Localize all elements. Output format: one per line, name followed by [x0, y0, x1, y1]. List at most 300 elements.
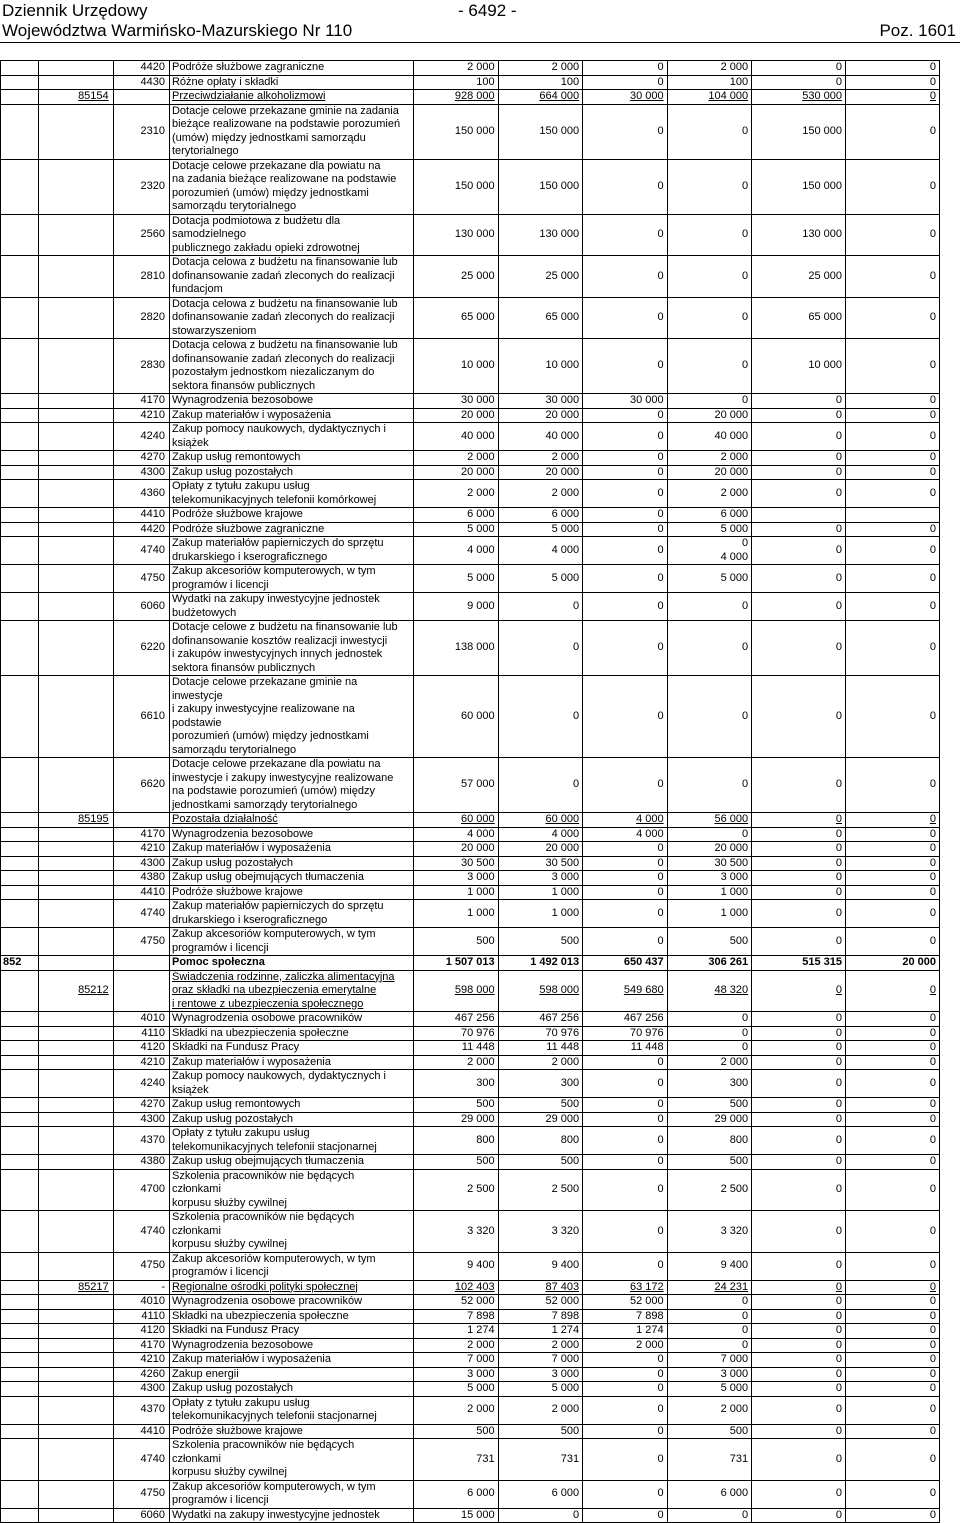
- amount-cell: 0: [667, 1338, 752, 1353]
- dzial-cell: [1, 1396, 39, 1424]
- amount-cell: 0: [667, 827, 752, 842]
- name-cell: Wydatki na zakupy inwestycyjne jednostek: [169, 1508, 413, 1523]
- amount-cell: 0: [667, 394, 752, 409]
- paragraf-cell: 2320: [113, 159, 169, 214]
- amount-cell: 4 000: [414, 827, 499, 842]
- paragraf-cell: 4750: [113, 928, 169, 956]
- amount-cell: 0: [752, 537, 846, 565]
- amount-cell: 2 000: [498, 1338, 583, 1353]
- journal-region: Województwa Warmińsko-Mazurskiego Nr 110: [2, 21, 353, 40]
- name-cell: Zakup usług pozostałych: [169, 1382, 413, 1397]
- amount-cell: 3 000: [414, 871, 499, 886]
- amount-cell: 0: [752, 565, 846, 593]
- amount-cell: 0: [583, 1367, 668, 1382]
- rozdzial-cell: [38, 1439, 113, 1481]
- dzial-cell: [1, 256, 39, 298]
- table-row: [1, 621, 940, 676]
- amount-cell: 1 000: [667, 885, 752, 900]
- name-cell: Składki na ubezpieczenia społeczne: [169, 1309, 413, 1324]
- paragraf-cell: 4170: [113, 394, 169, 409]
- paragraf-cell: 4300: [113, 465, 169, 480]
- dzial-cell: [1, 159, 39, 214]
- amount-cell: 0: [498, 621, 583, 676]
- amount-cell: 0: [752, 1112, 846, 1127]
- amount-cell: 2 000: [414, 451, 499, 466]
- table-row: [1, 928, 940, 956]
- rozdzial-cell: [38, 508, 113, 523]
- dzial-cell: [1, 1012, 39, 1027]
- name-cell: Składki na ubezpieczenia społeczne: [169, 1026, 413, 1041]
- table-row: [1, 297, 940, 339]
- amount-cell: 40 000: [667, 423, 752, 451]
- amount-cell: 500: [498, 1098, 583, 1113]
- dzial-cell: [1, 1295, 39, 1310]
- amount-cell: [752, 508, 846, 523]
- table-row: [1, 1295, 940, 1310]
- budget-table-body: [1, 61, 940, 1523]
- name-cell: Dotacje celowe z budżetu na finansowanie lub dofinansowanie kosztów realizacji inwestycji i zakupów inwestycyjnych innych jednostek sektora finansów publicznych: [169, 621, 413, 676]
- amount-cell: 9 400: [414, 1252, 499, 1280]
- rozdzial-cell: [38, 1309, 113, 1324]
- rozdzial-cell: [38, 214, 113, 256]
- paragraf-cell: 6060: [113, 1508, 169, 1523]
- amount-cell: 150 000: [498, 104, 583, 159]
- dzial-cell: [1, 465, 39, 480]
- amount-cell: 0: [498, 1508, 583, 1523]
- name-cell: Zakup usług pozostałych: [169, 856, 413, 871]
- table-row: [1, 842, 940, 857]
- amount-cell: 0: [583, 621, 668, 676]
- paragraf-cell: 4240: [113, 423, 169, 451]
- rozdzial-cell: [38, 842, 113, 857]
- amount-cell: 6 000: [498, 508, 583, 523]
- name-cell: Zakup energii: [169, 1367, 413, 1382]
- name-cell: Podróże służbowe krajowe: [169, 508, 413, 523]
- amount-cell: 6 000: [498, 1480, 583, 1508]
- dzial-cell: [1, 1070, 39, 1098]
- amount-cell: 731: [498, 1439, 583, 1481]
- name-cell: Składki na Fundusz Pracy: [169, 1324, 413, 1339]
- amount-cell: 3 000: [498, 871, 583, 886]
- amount-cell: 2 000: [414, 480, 499, 508]
- amount-cell: 2 000: [667, 1396, 752, 1424]
- name-cell: Zakup usług pozostałych: [169, 1112, 413, 1127]
- name-cell: Zakup materiałów i wyposażenia: [169, 1353, 413, 1368]
- amount-cell: 0: [846, 537, 940, 565]
- page-number: - 6492 -: [458, 1, 517, 20]
- amount-cell: 0: [583, 480, 668, 508]
- dzial-cell: [1, 1055, 39, 1070]
- dzial-cell: [1, 1280, 39, 1295]
- amount-cell: 0: [846, 1098, 940, 1113]
- name-cell: Wynagrodzenia bezosobowe: [169, 394, 413, 409]
- name-cell: Zakup materiałów papierniczych do sprzętu drukarskiego i kserograficznego: [169, 537, 413, 565]
- rozdzial-cell: 85212: [38, 970, 113, 1012]
- amount-cell: 0: [846, 1252, 940, 1280]
- amount-cell: 7 000: [414, 1353, 499, 1368]
- amount-cell: 0: [583, 1424, 668, 1439]
- amount-cell: 0: [752, 1041, 846, 1056]
- amount-cell: 0: [667, 256, 752, 298]
- amount-cell: 0: [752, 970, 846, 1012]
- amount-cell: 0: [667, 1295, 752, 1310]
- amount-cell: 0: [846, 1041, 940, 1056]
- paragraf-cell: 4110: [113, 1026, 169, 1041]
- amount-cell: 0: [752, 1127, 846, 1155]
- dzial-cell: [1, 565, 39, 593]
- amount-cell: 0: [752, 1169, 846, 1211]
- amount-cell: 20 000: [414, 408, 499, 423]
- amount-cell: 0: [583, 451, 668, 466]
- dzial-cell: [1, 1508, 39, 1523]
- name-cell: Szkolenia pracowników nie będących członkami korpusu służby cywilnej: [169, 1211, 413, 1253]
- amount-cell: 0: [752, 1396, 846, 1424]
- dzial-cell: [1, 1367, 39, 1382]
- table-row: [1, 827, 940, 842]
- table-row: [1, 1424, 940, 1439]
- amount-cell: 4 000: [498, 827, 583, 842]
- amount-cell: 20 000: [667, 842, 752, 857]
- amount-cell: 5 000: [667, 1382, 752, 1397]
- amount-cell: 500: [414, 928, 499, 956]
- amount-cell: 3 320: [414, 1211, 499, 1253]
- amount-cell: 0: [752, 1508, 846, 1523]
- amount-cell: 5 000: [414, 1382, 499, 1397]
- amount-cell: 0: [846, 90, 940, 105]
- paragraf-cell: 4380: [113, 871, 169, 886]
- table-row: [1, 480, 940, 508]
- amount-cell: 0: [583, 1112, 668, 1127]
- paragraf-cell: [113, 813, 169, 828]
- table-row: [1, 1353, 940, 1368]
- position-number: Poz. 1601: [879, 21, 956, 40]
- table-row: [1, 1252, 940, 1280]
- dzial-cell: [1, 1169, 39, 1211]
- amount-cell: 500: [667, 1155, 752, 1170]
- amount-cell: 10 000: [498, 339, 583, 394]
- amount-cell: 0: [498, 676, 583, 758]
- dzial-cell: [1, 593, 39, 621]
- amount-cell: 20 000: [414, 465, 499, 480]
- amount-cell: 0: [583, 159, 668, 214]
- amount-cell: 300: [667, 1070, 752, 1098]
- dzial-cell: [1, 1338, 39, 1353]
- amount-cell: 7 898: [583, 1309, 668, 1324]
- amount-cell: 0: [583, 1055, 668, 1070]
- name-cell: Opłaty z tytułu zakupu usług telekomunikacyjnych telefonii stacjonarnej: [169, 1396, 413, 1424]
- paragraf-cell: 4370: [113, 1127, 169, 1155]
- dzial-cell: [1, 827, 39, 842]
- amount-cell: 1 000: [667, 900, 752, 928]
- amount-cell: 4 000: [414, 537, 499, 565]
- paragraf-cell: 6610: [113, 676, 169, 758]
- dzial-cell: [1, 75, 39, 90]
- dzial-cell: [1, 104, 39, 159]
- amount-cell: 0: [752, 621, 846, 676]
- rozdzial-cell: [38, 1055, 113, 1070]
- amount-cell: 0: [752, 1070, 846, 1098]
- rozdzial-cell: [38, 465, 113, 480]
- table-row: [1, 1508, 940, 1523]
- rozdzial-cell: [38, 451, 113, 466]
- dzial-cell: [1, 928, 39, 956]
- amount-cell: 0: [846, 1382, 940, 1397]
- amount-cell: 0: [846, 451, 940, 466]
- paragraf-cell: 4750: [113, 565, 169, 593]
- dzial-cell: [1, 214, 39, 256]
- amount-cell: 0: [752, 1026, 846, 1041]
- rozdzial-cell: [38, 1026, 113, 1041]
- amount-cell: 0: [583, 61, 668, 76]
- amount-cell: 52 000: [583, 1295, 668, 1310]
- amount-cell: 24 231: [667, 1280, 752, 1295]
- rozdzial-cell: [38, 621, 113, 676]
- amount-cell: 0: [846, 758, 940, 813]
- amount-cell: 25 000: [414, 256, 499, 298]
- rozdzial-cell: [38, 1098, 113, 1113]
- amount-cell: 150 000: [414, 159, 499, 214]
- table-row: [1, 61, 940, 76]
- name-cell: Wydatki na zakupy inwestycyjne jednostek budżetowych: [169, 593, 413, 621]
- amount-cell: 0: [667, 159, 752, 214]
- amount-cell: 2 000: [414, 1396, 499, 1424]
- paragraf-cell: 4370: [113, 1396, 169, 1424]
- amount-cell: 0: [583, 871, 668, 886]
- rozdzial-cell: [38, 900, 113, 928]
- paragraf-cell: 4210: [113, 408, 169, 423]
- amount-cell: 0: [846, 1070, 940, 1098]
- dzial-cell: [1, 1127, 39, 1155]
- name-cell: Różne opłaty i składki: [169, 75, 413, 90]
- amount-cell: 0: [583, 856, 668, 871]
- amount-cell: 52 000: [414, 1295, 499, 1310]
- amount-cell: 0: [752, 451, 846, 466]
- paragraf-cell: 4410: [113, 885, 169, 900]
- rozdzial-cell: [38, 1012, 113, 1027]
- amount-cell: 2 000: [667, 1055, 752, 1070]
- amount-cell: 60 000: [414, 676, 499, 758]
- amount-cell: 2 000: [667, 480, 752, 508]
- paragraf-cell: 4210: [113, 1353, 169, 1368]
- name-cell: Dotacje celowe przekazane dla powiatu na na zadania bieżące realizowane na podstawie porozumień (umów) między jednostkami samorządu terytorialnego: [169, 159, 413, 214]
- amount-cell: 0: [846, 1439, 940, 1481]
- name-cell: Zakup pomocy naukowych, dydaktycznych i książek: [169, 423, 413, 451]
- rozdzial-cell: [38, 1041, 113, 1056]
- table-row: [1, 1012, 940, 1027]
- amount-cell: 530 000: [752, 90, 846, 105]
- header-rule: [0, 42, 960, 43]
- name-cell: Zakup usług remontowych: [169, 451, 413, 466]
- amount-cell: 0: [583, 297, 668, 339]
- rozdzial-cell: [38, 408, 113, 423]
- amount-cell: 0: [752, 1211, 846, 1253]
- rozdzial-cell: [38, 1211, 113, 1253]
- name-cell: Zakup materiałów papierniczych do sprzętu drukarskiego i kserograficznego: [169, 900, 413, 928]
- amount-cell: 9 400: [667, 1252, 752, 1280]
- amount-cell: 150 000: [752, 159, 846, 214]
- amount-cell: 0: [583, 522, 668, 537]
- rozdzial-cell: [38, 1295, 113, 1310]
- rozdzial-cell: [38, 537, 113, 565]
- amount-cell: 0: [846, 593, 940, 621]
- paragraf-cell: 2820: [113, 297, 169, 339]
- amount-cell: 0: [846, 339, 940, 394]
- rozdzial-cell: [38, 1324, 113, 1339]
- dzial-cell: [1, 480, 39, 508]
- paragraf-cell: [113, 956, 169, 971]
- amount-cell: 0: [583, 465, 668, 480]
- paragraf-cell: 4170: [113, 1338, 169, 1353]
- paragraf-cell: 4750: [113, 1480, 169, 1508]
- table-row: [1, 1396, 940, 1424]
- amount-cell: 6 000: [414, 1480, 499, 1508]
- dzial-cell: [1, 1211, 39, 1253]
- table-row: [1, 1098, 940, 1113]
- table-row: [1, 856, 940, 871]
- rozdzial-cell: [38, 1480, 113, 1508]
- dzial-cell: [1, 900, 39, 928]
- amount-cell: 30 500: [414, 856, 499, 871]
- table-row: [1, 1324, 940, 1339]
- rozdzial-cell: [38, 827, 113, 842]
- amount-cell: 0: [667, 104, 752, 159]
- table-row: [1, 970, 940, 1012]
- dzial-cell: [1, 1480, 39, 1508]
- amount-cell: 40 000: [498, 423, 583, 451]
- amount-cell: 7 000: [667, 1353, 752, 1368]
- amount-cell: 3 320: [667, 1211, 752, 1253]
- amount-cell: 0: [846, 1480, 940, 1508]
- amount-cell: 0: [752, 61, 846, 76]
- amount-cell: 0: [752, 1324, 846, 1339]
- amount-cell: 100: [414, 75, 499, 90]
- name-cell: Dotacje celowe przekazane gminie na zadania bieżące realizowane na podstawie porozumień (umów) między jednostkami samorządu terytorialnego: [169, 104, 413, 159]
- amount-cell: 65 000: [752, 297, 846, 339]
- amount-cell: 0: [583, 1396, 668, 1424]
- amount-cell: 500: [498, 1155, 583, 1170]
- amount-cell: 0: [846, 1324, 940, 1339]
- amount-cell: 0: [583, 885, 668, 900]
- paragraf-cell: 4210: [113, 1055, 169, 1070]
- name-cell: Dotacja celowa z budżetu na finansowanie lub dofinansowanie zadań zleconych do realizacji pozostałym jednostkom niezaliczanym do sektora finansów publicznych: [169, 339, 413, 394]
- amount-cell: 4 000: [583, 813, 668, 828]
- amount-cell: 10 000: [414, 339, 499, 394]
- name-cell: Zakup akcesoriów komputerowych, w tym programów i licencji: [169, 1480, 413, 1508]
- table-row: [1, 214, 940, 256]
- amount-cell: 0: [752, 465, 846, 480]
- dzial-cell: [1, 813, 39, 828]
- amount-cell: 0: [752, 1353, 846, 1368]
- paragraf-cell: 4380: [113, 1155, 169, 1170]
- table-row: [1, 75, 940, 90]
- amount-cell: 0: [752, 758, 846, 813]
- name-cell: Zakup pomocy naukowych, dydaktycznych i książek: [169, 1070, 413, 1098]
- amount-cell: 1 274: [583, 1324, 668, 1339]
- table-row: [1, 90, 940, 105]
- table-row: [1, 1280, 940, 1295]
- amount-cell: 0: [846, 871, 940, 886]
- paragraf-cell: 4120: [113, 1041, 169, 1056]
- name-cell: Zakup materiałów i wyposażenia: [169, 408, 413, 423]
- amount-cell: 0: [846, 856, 940, 871]
- amount-cell: 52 000: [498, 1295, 583, 1310]
- rozdzial-cell: [38, 1396, 113, 1424]
- table-row: [1, 1026, 940, 1041]
- amount-cell: 0: [583, 758, 668, 813]
- amount-cell: 2 000: [414, 1055, 499, 1070]
- amount-cell: 515 315: [752, 956, 846, 971]
- amount-cell: 1 274: [498, 1324, 583, 1339]
- rozdzial-cell: [38, 339, 113, 394]
- amount-cell: 30 000: [583, 90, 668, 105]
- amount-cell: 467 256: [583, 1012, 668, 1027]
- amount-cell: 0: [583, 1169, 668, 1211]
- table-row: [1, 1155, 940, 1170]
- paragraf-cell: 4170: [113, 827, 169, 842]
- paragraf-cell: 4010: [113, 1012, 169, 1027]
- table-row: [1, 508, 940, 523]
- amount-cell: 57 000: [414, 758, 499, 813]
- amount-cell: 0: [752, 408, 846, 423]
- paragraf-cell: -: [113, 1280, 169, 1295]
- paragraf-cell: 4270: [113, 451, 169, 466]
- amount-cell: 70 976: [498, 1026, 583, 1041]
- amount-cell: 0: [667, 621, 752, 676]
- paragraf-cell: 2830: [113, 339, 169, 394]
- amount-cell: 2 000: [498, 451, 583, 466]
- paragraf-cell: [113, 970, 169, 1012]
- dzial-cell: [1, 1353, 39, 1368]
- paragraf-cell: 4700: [113, 1169, 169, 1211]
- amount-cell: 800: [667, 1127, 752, 1155]
- amount-cell: 2 000: [414, 61, 499, 76]
- dzial-cell: [1, 758, 39, 813]
- amount-cell: 2 000: [667, 451, 752, 466]
- amount-cell: 2 000: [583, 1338, 668, 1353]
- amount-cell: 0: [846, 970, 940, 1012]
- amount-cell: 0: [846, 885, 940, 900]
- amount-cell: 56 000: [667, 813, 752, 828]
- name-cell: Zakup akcesoriów komputerowych, w tym programów i licencji: [169, 1252, 413, 1280]
- amount-cell: 0: [752, 1295, 846, 1310]
- paragraf-cell: 4420: [113, 522, 169, 537]
- amount-cell: 1 000: [414, 885, 499, 900]
- amount-cell: 5 000: [498, 565, 583, 593]
- amount-cell: 2 000: [498, 1055, 583, 1070]
- amount-cell: 6 000: [667, 508, 752, 523]
- dzial-cell: [1, 408, 39, 423]
- amount-cell: 650 437: [583, 956, 668, 971]
- paragraf-cell: 4740: [113, 900, 169, 928]
- dzial-cell: [1, 522, 39, 537]
- amount-cell: 4 000: [583, 827, 668, 842]
- dzial-cell: [1, 394, 39, 409]
- amount-cell: 0: [846, 1026, 940, 1041]
- amount-cell: 9 400: [498, 1252, 583, 1280]
- amount-cell: 63 172: [583, 1280, 668, 1295]
- dzial-cell: [1, 856, 39, 871]
- amount-cell: 0: [752, 1012, 846, 1027]
- amount-cell: 2 500: [498, 1169, 583, 1211]
- amount-cell: 0: [846, 928, 940, 956]
- amount-cell: 0: [846, 1012, 940, 1027]
- amount-cell: 0 4 000: [667, 537, 752, 565]
- amount-cell: 2 500: [414, 1169, 499, 1211]
- amount-cell: 731: [414, 1439, 499, 1481]
- amount-cell: 0: [846, 827, 940, 842]
- amount-cell: 20 000: [498, 408, 583, 423]
- amount-cell: 0: [583, 1252, 668, 1280]
